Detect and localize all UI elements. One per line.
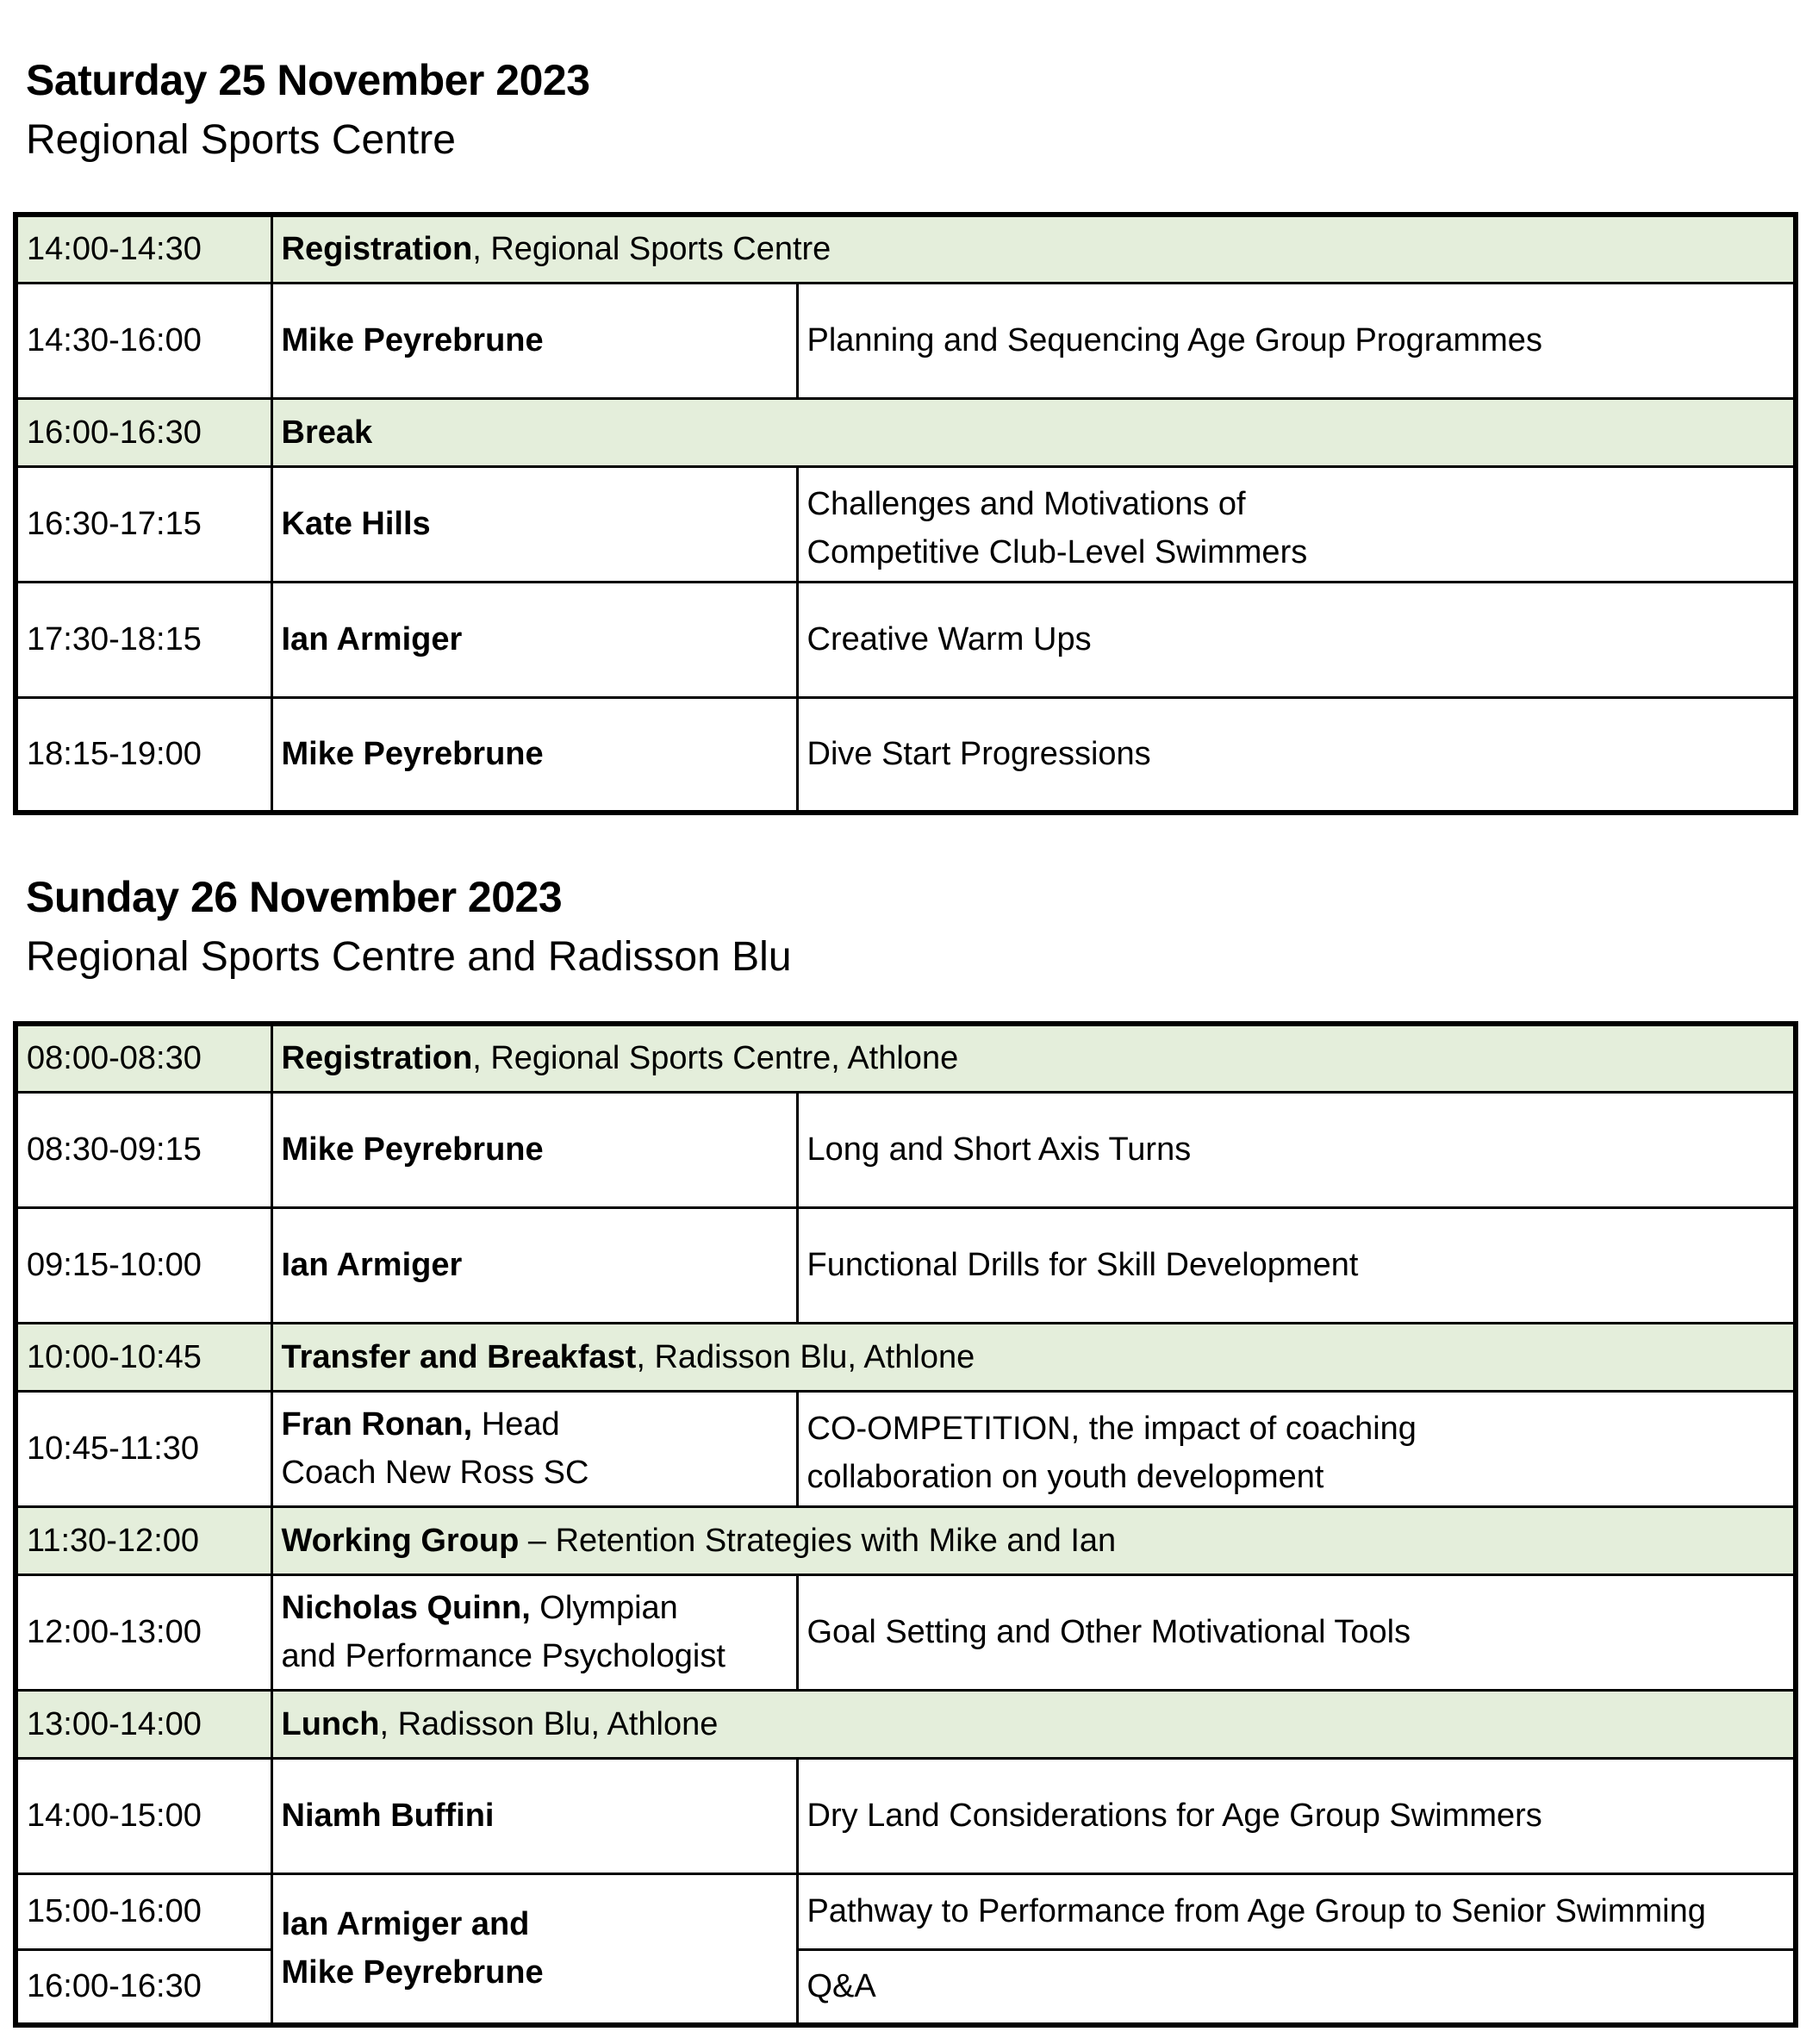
topic-cell: Creative Warm Ups <box>797 582 1796 697</box>
sunday-schedule-table <box>13 1021 1798 2028</box>
session-cell <box>271 1690 1796 1758</box>
topic-line: CO-OMPETITION, the impact of coaching <box>806 1411 1417 1447</box>
table-row <box>16 1758 1796 1873</box>
speaker-role: Olympian <box>530 1590 678 1626</box>
topic-line: Competitive Club-Level Swimmers <box>806 534 1308 570</box>
topic-cell: Functional Drills for Skill Development <box>797 1207 1796 1323</box>
table-row <box>16 1574 1796 1690</box>
speaker-role-line: Coach New Ross SC <box>281 1455 589 1491</box>
speaker-cell: Mike Peyrebrune <box>271 1092 797 1207</box>
table-row <box>16 582 1796 697</box>
time-cell: 16:00-16:30 <box>16 398 271 466</box>
time-cell: 12:00-13:00 <box>16 1574 271 1690</box>
time-cell: 14:00-15:00 <box>16 1758 271 1873</box>
table-row <box>16 1391 1796 1506</box>
topic-cell: Planning and Sequencing Age Group Programmes <box>797 283 1796 398</box>
sunday-venue: Regional Sports Centre and Radisson Blu <box>26 934 792 980</box>
session-cell <box>271 1323 1796 1391</box>
topic-cell: Dry Land Considerations for Age Group Swimmers <box>797 1758 1796 1873</box>
table-row <box>16 697 1796 813</box>
table-row <box>16 1024 1796 1092</box>
table-row <box>16 1323 1796 1391</box>
topic-cell <box>797 1391 1796 1506</box>
speaker-cell <box>271 1574 797 1690</box>
topic-cell: Pathway to Performance from Age Group to Senior Swimming <box>797 1873 1796 1949</box>
topic-cell: Q&A <box>797 1949 1796 2025</box>
session-cell <box>271 215 1796 283</box>
session-title: Registration <box>281 1040 473 1077</box>
session-detail: , Radisson Blu, Athlone <box>636 1338 975 1375</box>
session-cell <box>271 1024 1796 1092</box>
session-title: Transfer and Breakfast <box>281 1338 637 1375</box>
saturday-schedule-table <box>13 212 1798 815</box>
speaker-line: Ian Armiger and <box>281 1906 530 1943</box>
speaker-cell: Ian Armiger <box>271 582 797 697</box>
speaker-cell: Mike Peyrebrune <box>271 283 797 398</box>
time-cell: 15:00-16:00 <box>16 1873 271 1949</box>
table-row <box>16 283 1796 398</box>
speaker-line: Mike Peyrebrune <box>281 1954 544 1991</box>
speaker-cell <box>271 1391 797 1506</box>
topic-line: collaboration on youth development <box>806 1459 1324 1495</box>
speaker-cell: Niamh Buffini <box>271 1758 797 1873</box>
speaker-cell: Mike Peyrebrune <box>271 697 797 813</box>
session-detail: – Retention Strategies with Mike and Ian <box>519 1522 1117 1559</box>
time-cell: 16:30-17:15 <box>16 466 271 582</box>
session-cell <box>271 1506 1796 1574</box>
time-cell: 16:00-16:30 <box>16 1949 271 2025</box>
speaker-cell: Kate Hills <box>271 466 797 582</box>
time-cell: 10:45-11:30 <box>16 1391 271 1506</box>
time-cell: 18:15-19:00 <box>16 697 271 813</box>
time-cell: 13:00-14:00 <box>16 1690 271 1758</box>
speaker-cell <box>271 1873 797 2025</box>
session-detail: , Regional Sports Centre <box>472 231 831 268</box>
session-cell <box>271 398 1796 466</box>
topic-cell: Long and Short Axis Turns <box>797 1092 1796 1207</box>
saturday-title: Saturday 25 November 2023 <box>26 56 590 104</box>
session-title: Working Group <box>281 1522 520 1559</box>
table-row <box>16 1092 1796 1207</box>
time-cell: 08:30-09:15 <box>16 1092 271 1207</box>
time-cell: 14:00-14:30 <box>16 215 271 283</box>
time-cell: 17:30-18:15 <box>16 582 271 697</box>
saturday-venue: Regional Sports Centre <box>26 117 456 163</box>
table-row <box>16 398 1796 466</box>
topic-cell: Goal Setting and Other Motivational Tools <box>797 1574 1796 1690</box>
speaker-name: Fran Ronan, <box>281 1406 473 1443</box>
time-cell: 11:30-12:00 <box>16 1506 271 1574</box>
table-row <box>16 215 1796 283</box>
speaker-role: Head <box>472 1406 560 1443</box>
session-detail: , Regional Sports Centre, Athlone <box>472 1040 959 1077</box>
session-title: Break <box>281 414 373 451</box>
sunday-title: Sunday 26 November 2023 <box>26 873 563 921</box>
session-title: Lunch <box>281 1705 380 1742</box>
session-title: Registration <box>281 231 473 268</box>
time-cell: 09:15-10:00 <box>16 1207 271 1323</box>
time-cell: 14:30-16:00 <box>16 283 271 398</box>
speaker-role-line: and Performance Psychologist <box>281 1638 726 1674</box>
topic-cell <box>797 466 1796 582</box>
speaker-cell: Ian Armiger <box>271 1207 797 1323</box>
table-row <box>16 1207 1796 1323</box>
topic-cell: Dive Start Progressions <box>797 697 1796 813</box>
time-cell: 10:00-10:45 <box>16 1323 271 1391</box>
table-row <box>16 1873 1796 1949</box>
table-row <box>16 1690 1796 1758</box>
table-row <box>16 1506 1796 1574</box>
time-cell: 08:00-08:30 <box>16 1024 271 1092</box>
speaker-name: Nicholas Quinn, <box>281 1590 531 1626</box>
table-row <box>16 466 1796 582</box>
session-detail: , Radisson Blu, Athlone <box>379 1705 719 1742</box>
topic-line: Challenges and Motivations of <box>806 486 1246 522</box>
